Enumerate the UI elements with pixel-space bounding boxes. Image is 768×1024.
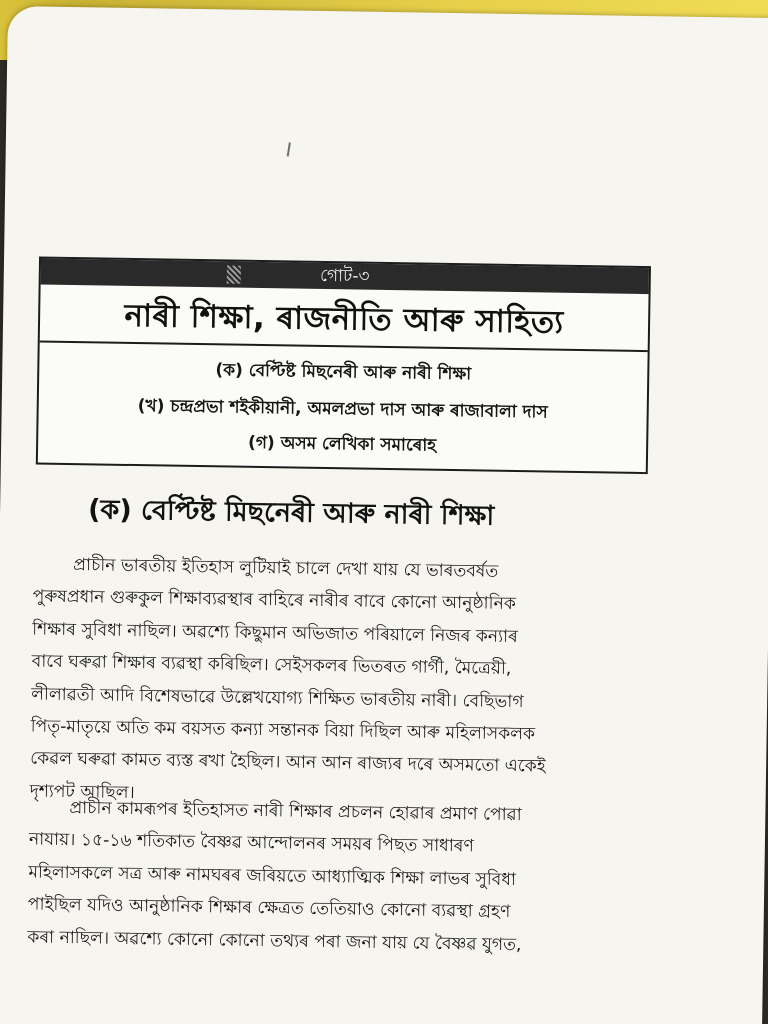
chapter-label-band [41,259,649,295]
paragraph-line: পাইছিল যদিও আনুষ্ঠানিক শিক্ষাৰ ক্ষেত্ৰত তেতিয়াও কোনো ব্যৱস্থা গ্ৰহণ [27,894,511,923]
paragraph-line: লীলাৱতী আদি বিশেষভাৱে উল্লেখযোগ্য শিক্ষিত ভাৰতীয় নাৰী। বেছিভাগ [31,684,524,712]
section-heading: (ক) বেপ্টিষ্ট মিছনেৰী আৰু নাৰী শিক্ষা [87,494,495,532]
paragraph-line: প্ৰাচীন কামৰূপৰ ইতিহাসত নাৰী শিক্ষাৰ প্ৰচলন হোৱাৰ প্ৰমাণ পোৱা [69,798,522,826]
paragraph-line: পুৰুষপ্ৰধান গুৰুকুল শিক্ষাব্যৱস্থাৰ বাহিৰে নাৰীৰ বাবে কোনো আনুষ্ঠানিক [32,586,516,615]
paragraph-2 [27,791,649,963]
paragraph-line: নাযায়। ১৫-১৬ শতিকাত বৈষ্ণৱ আন্দোলনৰ সময়ৰ পিছত সাধাৰণ [28,829,474,857]
chapter-label: গোট-৩ [319,265,370,287]
chapter-title: নাৰী শিক্ষা, ৰাজনীতি আৰু সাহিত্য [40,289,649,353]
chapter-header-box [36,257,651,475]
paragraph-line: কেৱল ঘৰুৱা কামত ব্যস্ত ৰখা হৈছিল। আন আন ৰাজ্যৰ দৰে অসমতো একেই [30,748,546,777]
ornament-icon [227,265,241,283]
subtopic-b: (খ) চন্দ্ৰপ্ৰভা শইকীয়ানী, অমলপ্ৰভা দাস আৰু ৰাজাবালা দাস [137,396,548,423]
paragraph-line: শিক্ষাৰ সুবিধা নাছিল। অৱশ্যে কিছুমান অভিজাত পৰিয়ালে নিজৰ কন্যাৰ [32,619,518,647]
paragraph-line: প্ৰাচীন ভাৰতীয় ইতিহাস লুটিয়াই চালে দেখা যায় যে ভাৰতবৰ্ষত [73,555,499,582]
paragraph-line: বাবে ঘৰুৱা শিক্ষাৰ ব্যৱস্থা কৰিছিল। সেইসকলৰ ভিতৰত গাৰ্গী, মৈত্ৰেয়ী, [31,651,512,680]
paragraph-line: পিতৃ-মাতৃয়ে অতি কম বয়সত কন্যা সন্তানক বিয়া দিছিল আৰু মহিলাসকলক [30,716,536,745]
subtopic-c: (গ) অসম লেখিকা সমাৰোহ [247,432,437,456]
paragraph-1 [29,548,653,817]
paragraph-line: কৰা নাছিল। অৱশ্যে কোনো কোনো তথ্যৰ পৰা জনা যায় যে বৈষ্ণৱ যুগত, [27,927,522,955]
paragraph-line: দৃশ্যপট আছিল। [29,781,135,803]
book-page [0,6,768,1024]
pen-mark [287,142,291,156]
subtopic-a: (ক) বেপ্টিষ্ট মিছনেৰী আৰু নাৰী শিক্ষা [215,360,472,385]
paragraph-line: মহিলাসকলে সত্ৰ আৰু নামঘৰৰ জৰিয়তে আধ্যাত্মিক শিক্ষা লাভৰ সুবিধা [28,862,517,890]
